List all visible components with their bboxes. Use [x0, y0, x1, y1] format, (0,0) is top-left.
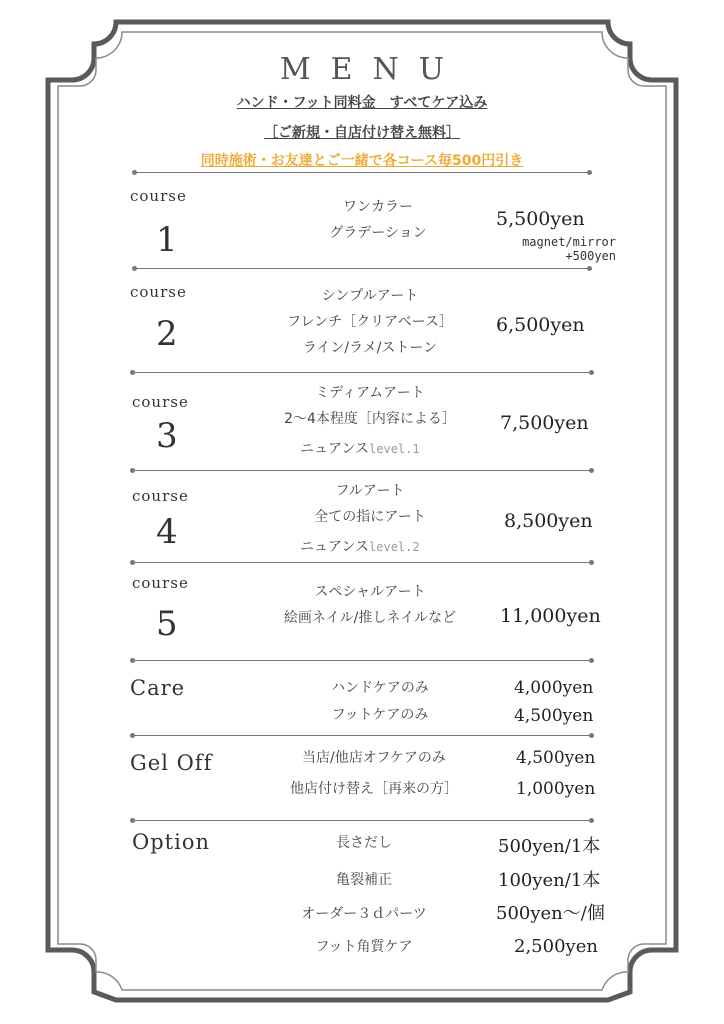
divider	[132, 660, 592, 661]
course-5-price: 11,000yen	[500, 605, 601, 627]
gel-off-price-2: 1,000yen	[516, 779, 596, 799]
option-label: Option	[132, 830, 210, 854]
course-2-label: course	[130, 283, 187, 301]
course-4-nuance: ニュアンス	[300, 539, 370, 555]
course-5-label: course	[132, 574, 189, 592]
course-2-line-2: フレンチ［クリアベース］	[287, 314, 453, 330]
course-3-label: course	[132, 393, 189, 411]
divider	[132, 372, 592, 373]
discount-note: 同時施術・お友達とご一緒で各コース毎500円引き	[200, 153, 524, 169]
course-2-line-1: シンプルアート	[321, 288, 419, 304]
course-3-level: level.1	[369, 442, 420, 456]
menu-title: MENU	[279, 52, 465, 87]
course-2-number: 2	[156, 314, 178, 354]
option-item-4: フット角質ケア	[315, 939, 413, 955]
care-label: Care	[130, 676, 186, 700]
course-5-line-2: 絵画ネイル/推しネイルなど	[283, 610, 457, 626]
course-1-extra-1: magnet/mirror	[522, 235, 616, 249]
course-1-label: course	[130, 187, 187, 205]
course-3-line-2: 2〜4本程度［内容による］	[284, 411, 456, 427]
course-1-line-1: ワンカラー	[343, 199, 413, 215]
gel-off-price-1: 4,500yen	[516, 748, 596, 768]
option-price-2: 100yen/1本	[498, 870, 601, 891]
care-price-1: 4,000yen	[514, 678, 594, 698]
menu-subtitle: ハンド・フット同料金 すべてケア込み	[236, 95, 488, 111]
course-4-price: 8,500yen	[504, 510, 593, 532]
menu-note: ［ご新規・自店付け替え無料］	[264, 125, 460, 141]
course-4-line-3	[300, 536, 420, 555]
course-1-line-2: グラデーション	[329, 225, 427, 241]
care-price-2: 4,500yen	[514, 706, 594, 726]
course-3-line-1: ミディアムアート	[315, 385, 425, 401]
care-item-2: フットケアのみ	[331, 707, 429, 723]
course-1-price: 5,500yen	[496, 208, 585, 230]
care-item-1: ハンドケアのみ	[331, 680, 429, 696]
course-4-number: 4	[156, 512, 178, 552]
course-5-number: 5	[156, 604, 178, 644]
course-3-line-3	[300, 438, 420, 457]
course-3-nuance: ニュアンス	[300, 441, 370, 457]
option-item-2: 亀裂補正	[336, 872, 392, 888]
gel-off-label: Gel Off	[130, 751, 213, 775]
course-1-extra-2: +500yen	[565, 249, 616, 263]
course-5-line-1: スペシャルアート	[314, 584, 426, 600]
course-4-line-2: 全ての指にアート	[314, 509, 426, 525]
course-1-number: 1	[156, 220, 178, 260]
divider	[134, 268, 590, 269]
course-4-label: course	[132, 487, 189, 505]
option-price-3: 500yen〜/個	[496, 903, 605, 924]
option-item-3: オーダー３ｄパーツ	[301, 906, 427, 922]
divider	[132, 735, 592, 736]
course-4-line-1: フルアート	[335, 483, 405, 499]
divider	[134, 172, 590, 173]
course-4-level: level.2	[369, 540, 420, 554]
course-3-number: 3	[156, 416, 178, 456]
course-3-price: 7,500yen	[500, 412, 589, 434]
gel-off-item-2: 他店付け替え［再来の方］	[290, 781, 458, 797]
course-2-line-3: ライン/ラメ/ストーン	[302, 340, 438, 356]
option-item-1: 長さだし	[336, 835, 392, 851]
course-2-price: 6,500yen	[496, 314, 585, 336]
divider	[132, 470, 592, 471]
divider	[132, 820, 592, 821]
gel-off-item-1: 当店/他店オフケアのみ	[302, 750, 446, 766]
option-price-1: 500yen/1本	[498, 836, 601, 857]
option-price-4: 2,500yen	[514, 936, 598, 957]
divider	[132, 562, 592, 563]
